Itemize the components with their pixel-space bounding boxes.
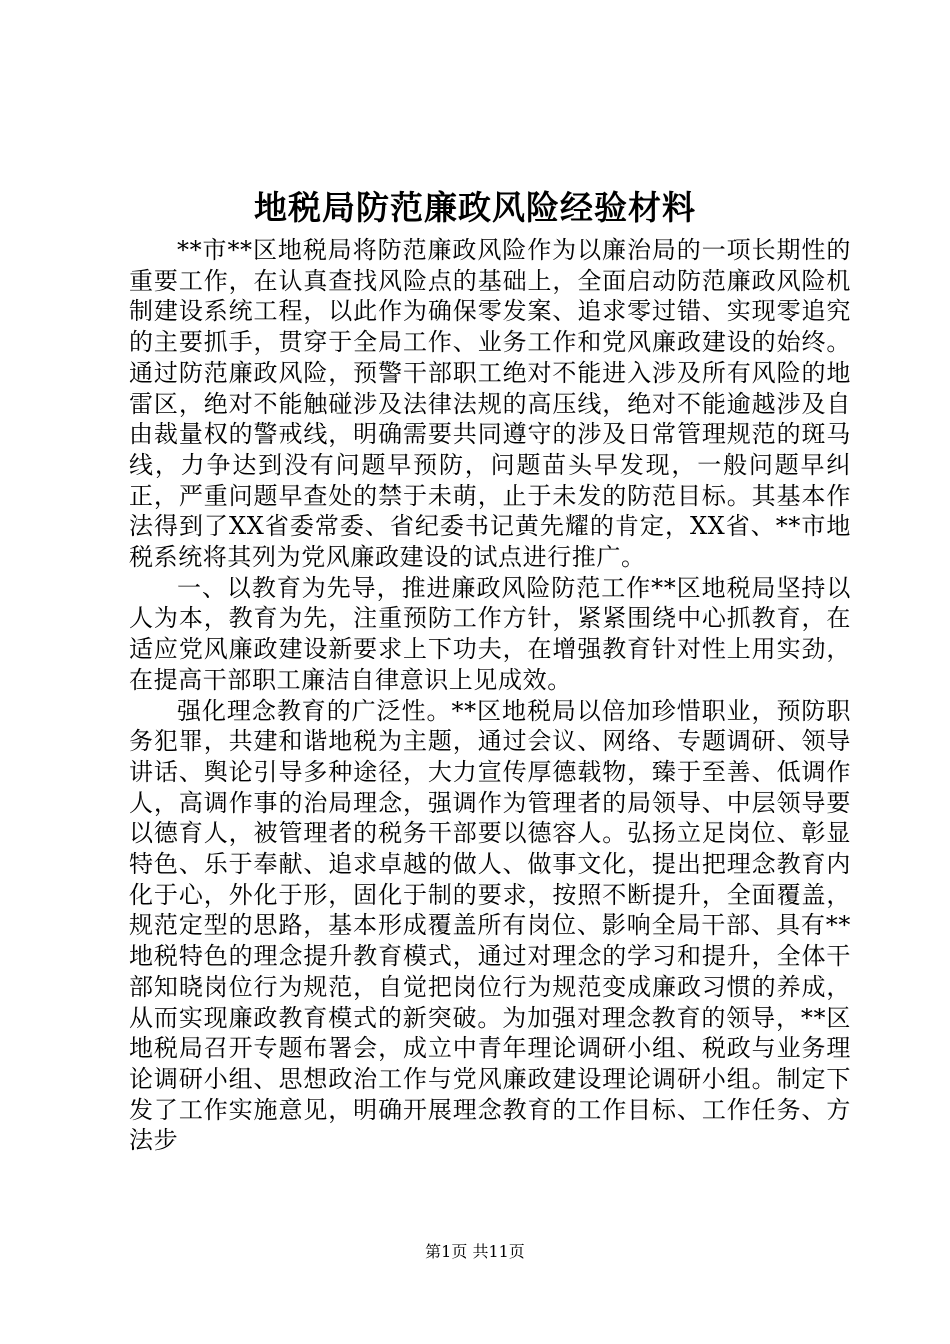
- paragraph-section-one: 一、以教育为先导，推进廉政风险防范工作**区地税局坚持以人为本，教育为先，注重预防工作方针，紧紧围绕中心抓教育，在适应党风廉政建设新要求上下功夫，在增强教育针对性上用实劲，在提高干部职工廉洁自律意识上见成效。: [129, 573, 851, 694]
- page-number-footer: 第1页 共11页: [425, 1242, 525, 1261]
- document-title: 地税局防范廉政风险经验材料: [254, 188, 696, 227]
- paragraph-intro: **市**区地税局将防范廉政风险作为以廉治局的一项长期性的重要工作，在认真查找风险点的基础上，全面启动防范廉政风险机制建设系统工程，以此作为确保零发案、追求零过错、实现零追究的主要抓手，贯穿于全局工作、业务工作和党风廉政建设的始终。通过防范廉政风险，预警干部职工绝对不能进入涉及所有风险的地雷区，绝对不能触碰涉及法律法规的高压线，绝对不能逾越涉及自由裁量权的警戒线，明确需要共同遵守的涉及日常管理规范的斑马线，力争达到没有问题早预防，问题苗头早发现，一般问题早纠正，严重问题早查处的禁于未萌，止于未发的防范目标。其基本作法得到了XX省委常委、省纪委书记黄先耀的肯定，XX省、**市地税系统将其列为党风廉政建设的试点进行推广。: [129, 236, 851, 572]
- paragraph-concept-education: 强化理念教育的广泛性。**区地税局以倍加珍惜职业，预防职务犯罪，共建和谐地税为主题，通过会议、网络、专题调研、领导讲话、舆论引导多种途径，大力宣传厚德载物，臻于至善、低调作人，高调作事的治局理念，强调作为管理者的局领导、中层领导要以德育人，被管理者的税务干部要以德容人。弘扬立足岗位、彰显特色、乐于奉献、追求卓越的做人、做事文化，提出把理念教育内化于心，外化于形，固化于制的要求，按照不断提升，全面覆盖，规范定型的思路，基本形成覆盖所有岗位、影响全局干部、具有**地税特色的理念提升教育模式，通过对理念的学习和提升，全体干部知晓岗位行为规范，自觉把岗位行为规范变成廉政习惯的养成，从而实现廉政教育模式的新突破。为加强对理念教育的领导，**区地税局召开专题布署会，成立中青年理论调研小组、税政与业务理论调研小组、思想政治工作与党风廉政建设理论调研小组。制定下发了工作实施意见，明确开展理念教育的工作目标、工作任务、方法步: [129, 696, 851, 1155]
- document-body: [129, 235, 851, 1156]
